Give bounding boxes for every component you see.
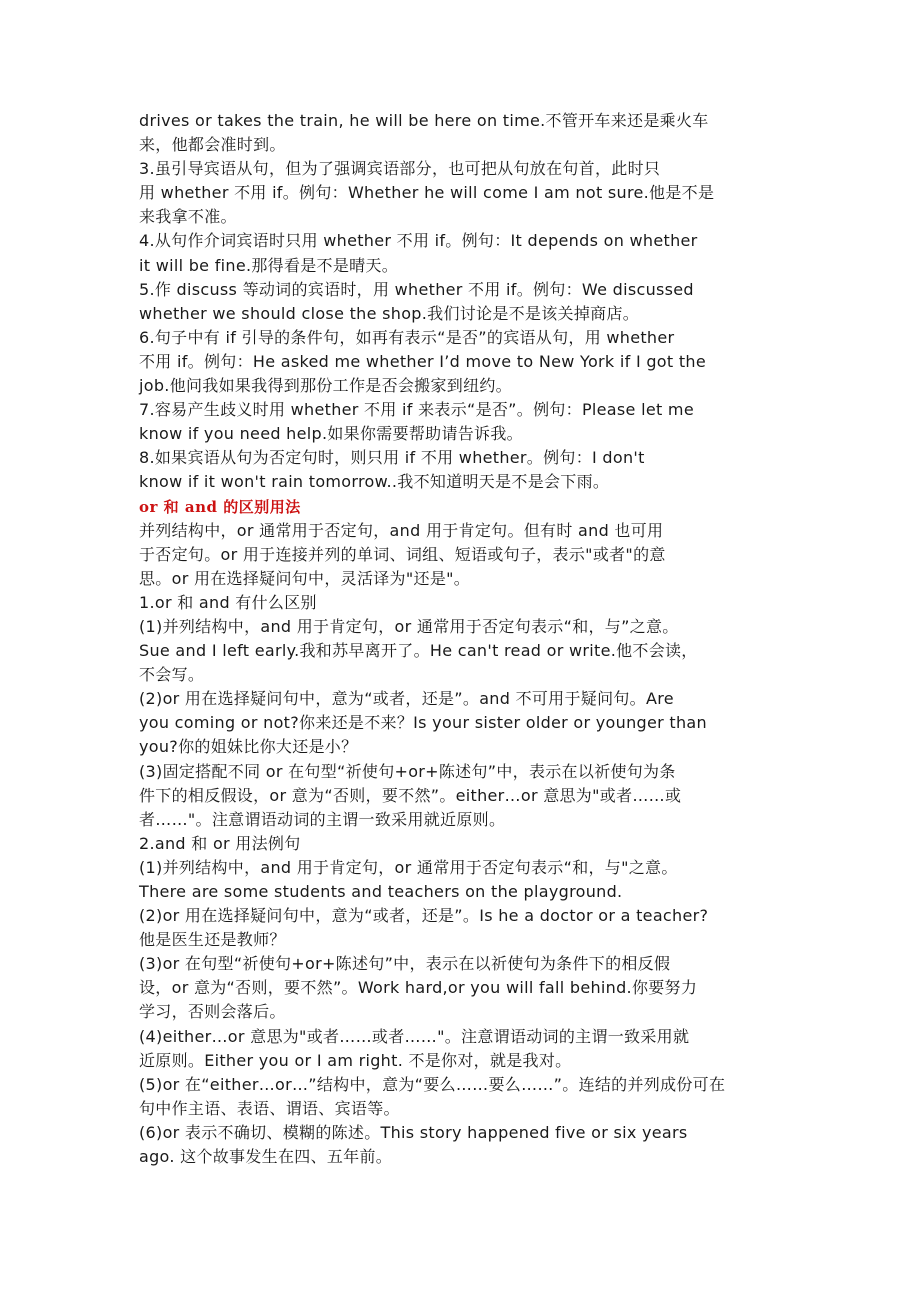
text-line: (2)or 用在选择疑问句中，意为“或者，还是”。and 不可用于疑问句。Are	[139, 689, 674, 709]
text-line: 用 whether 不用 if。例句：Whether he will come I am not sure.他是不是	[139, 183, 715, 203]
text-line: 7.容易产生歧义时用 whether 不用 if 来表示“是否”。例句：Please let me	[139, 400, 694, 420]
text-line: 不会写。	[139, 665, 205, 685]
text-line: 设，or 意为“否则，要不然”。Work hard,or you will fall behind.你要努力	[139, 978, 698, 998]
text-line: 1.or 和 and 有什么区别	[139, 592, 317, 612]
text-line: 学习，否则会落后。	[139, 1002, 286, 1022]
text-line: 近原则。Either you or I am right. 不是你对，就是我对。	[139, 1050, 572, 1070]
text-line: 4.从句作介词宾语时只用 whether 不用 if。例句：It depends on whether	[139, 231, 698, 251]
text-line: 5.作 discuss 等动词的宾语时，用 whether 不用 if。例句：We discussed	[139, 279, 694, 299]
text-line: 思。or 用在选择疑问句中，灵活译为"还是"。	[139, 568, 471, 588]
text-line: drives or takes the train, he will be here on time.不管开车来还是乘火车	[139, 111, 709, 130]
text-line: There are some students and teachers on the playground.	[139, 882, 623, 901]
text-line: know if you need help.如果你需要帮助请告诉我。	[139, 424, 523, 444]
text-line: 6.句子中有 if 引导的条件句，如再有表示“是否”的宾语从句，用 whether	[139, 327, 675, 347]
text-line: 2.and 和 or 用法例句	[139, 833, 301, 853]
text-line: (3)or 在句型“祈使句+or+陈述句”中，表示在以祈使句为条件下的相反假	[139, 954, 671, 974]
text-line: you coming or not?你来还是不来？Is your sister older or younger than	[139, 713, 707, 733]
text-line: (6)or 表示不确切、模糊的陈述。This story happened five or six years	[139, 1122, 688, 1142]
text-line: (1)并列结构中，and 用于肯定句，or 通常用于否定句表示“和，与"之意。	[139, 857, 678, 877]
text-line: 8.如果宾语从句为否定句时，则只用 if 不用 whether。例句：I don't	[139, 448, 645, 468]
document-page	[139, 109, 784, 1169]
text-line: (5)or 在“either…or…”结构中，意为“要么……要么……”。连结的并列成份可在	[139, 1074, 726, 1094]
text-line: 他是医生还是教师？	[139, 930, 286, 950]
text-line: it will be fine.那得看是不是晴天。	[139, 255, 399, 275]
text-line: 并列结构中，or 通常用于否定句，and 用于肯定句。但有时 and 也可用	[139, 520, 664, 540]
text-line: you?你的姐妹比你大还是小？	[139, 737, 358, 757]
text-line: ago. 这个故事发生在四、五年前。	[139, 1147, 393, 1167]
text-line: whether we should close the shop.我们讨论是不是该关掉商店。	[139, 303, 640, 323]
text-line: (3)固定搭配不同 or 在句型“祈使句+or+陈述句”中，表示在以祈使句为条	[139, 761, 676, 781]
text-line: 3.虽引导宾语从句，但为了强调宾语部分，也可把从句放在句首，此时只	[139, 159, 661, 179]
text-line: Sue and I left early.我和苏早离开了。He can't read or write.他不会读，	[139, 641, 698, 661]
text-line: (4)either…or 意思为"或者……或者……"。注意谓语动词的主谓一致采用就	[139, 1026, 690, 1046]
text-line: 来我拿不准。	[139, 207, 237, 227]
text-line: job.他问我如果我得到那份工作是否会搬家到纽约。	[139, 376, 512, 396]
section-heading: or 和 and 的区别用法	[139, 497, 301, 516]
text-line: 来，他都会准时到。	[139, 135, 286, 155]
text-line: 于否定句。or 用于连接并列的单词、词组、短语或句子，表示"或者"的意	[139, 544, 666, 564]
text-line: know if it won't rain tomorrow..我不知道明天是不是会下雨。	[139, 472, 610, 492]
text-line: (1)并列结构中，and 用于肯定句，or 通常用于否定句表示“和，与”之意。	[139, 616, 679, 636]
text-line: 不用 if。例句：He asked me whether I’d move to New York if I got the	[139, 351, 707, 371]
text-line: 句中作主语、表语、谓语、宾语等。	[139, 1098, 400, 1118]
text-line: (2)or 用在选择疑问句中，意为“或者，还是”。Is he a doctor or a teacher?	[139, 906, 709, 926]
text-line: 件下的相反假设，or 意为“否则，要不然”。either…or 意思为"或者……或	[139, 785, 682, 805]
text-line: 者……"。注意谓语动词的主谓一致采用就近原则。	[139, 809, 506, 829]
